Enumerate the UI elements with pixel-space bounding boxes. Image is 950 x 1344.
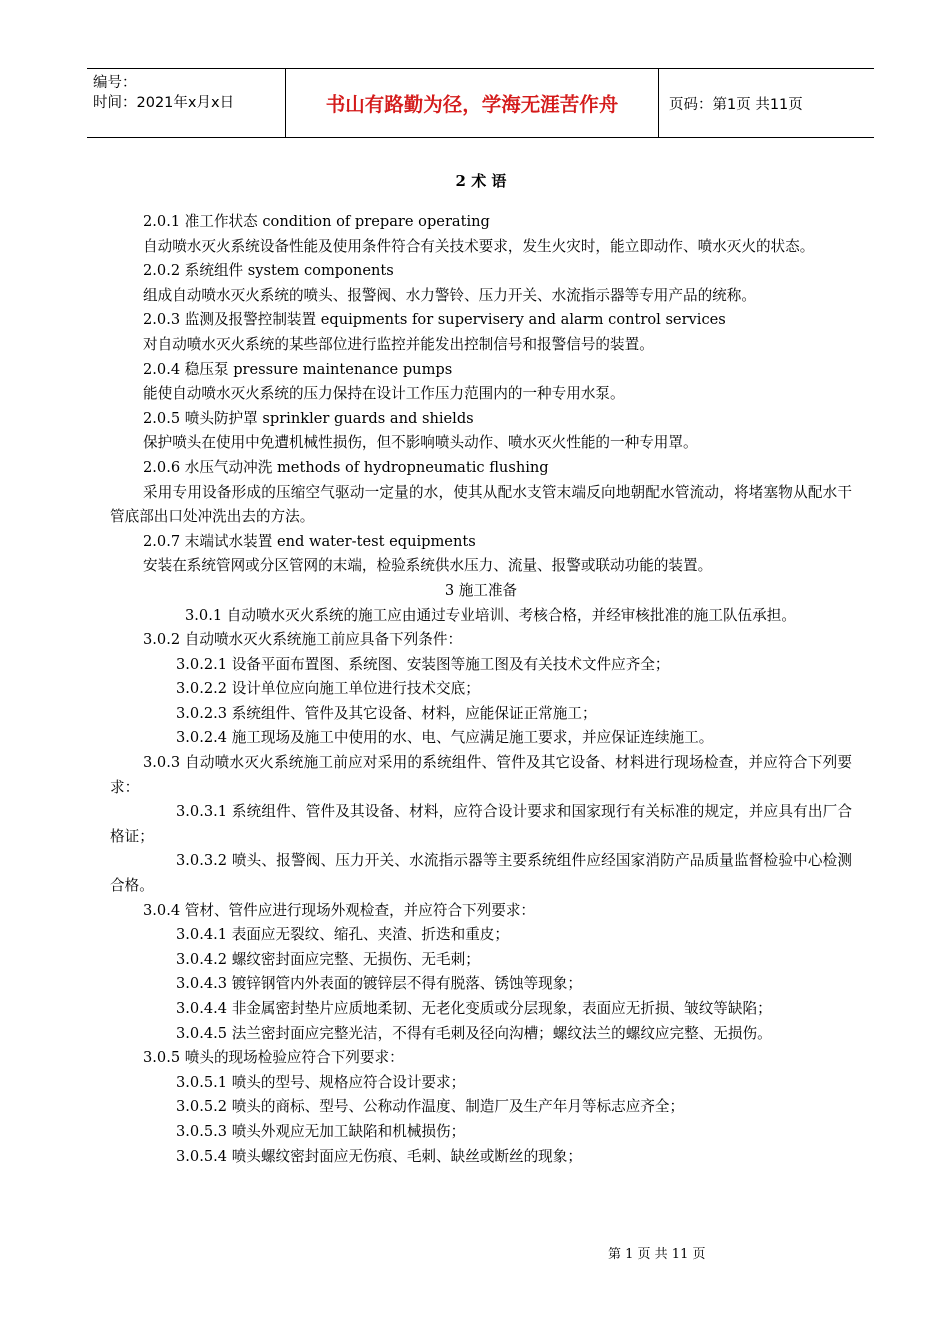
time-label: 时间：2021年x月x日 — [93, 95, 235, 111]
term-definition: 对自动喷水灭火系统的某些部位进行监控并能发出控制信号和报警信号的装置。 — [143, 335, 654, 353]
term-definition: 安装在系统管网或分区管网的末端，检验系统供水压力、流量、报警或联动功能的装置。 — [143, 557, 713, 575]
sub-clause: 3.0.4.2 螺纹密封面应完整、无损伤、无毛刺； — [176, 950, 480, 968]
sub-clause: 3.0.5.3 喷头外观应无加工缺陷和机械损伤； — [176, 1122, 466, 1140]
term-heading: 2.0.6 水压气动冲洗 methods of hydropneumatic flushing — [143, 458, 549, 476]
header-page-label: 页码：第1页 共11页 — [669, 96, 803, 113]
document-body — [110, 168, 852, 1169]
clause: 3.0.1 自动喷水灭火系统的施工应由通过专业培训、考核合格，并经审核批准的施工队伍承担。 — [185, 606, 796, 624]
sub-clause: 3.0.4.1 表面应无裂纹、缩孔、夹渣、折迭和重皮； — [176, 926, 509, 944]
clause: 3.0.4 管材、管件应进行现场外观检查，并应符合下列要求： — [143, 901, 536, 919]
sub-clause: 3.0.4.3 镀锌钢管内外表面的镀锌层不得有脱落、锈蚀等现象； — [176, 975, 582, 993]
header-motto: 书山有路勤为径，学海无涯苦作舟 — [286, 69, 659, 137]
sub-clause: 3.0.5.1 喷头的型号、规格应符合设计要求； — [176, 1073, 466, 1091]
term-heading: 2.0.7 末端试水装置 end water-test equipments — [143, 532, 476, 550]
number-label: 编号： — [93, 75, 137, 91]
sub-clause: 3.0.3.2 喷头、报警阀、压力开关、水流指示器等主要系统组件应经国家消防产品质量监督检验中心检测合格。 — [110, 852, 852, 895]
sub-clause: 3.0.4.4 非金属密封垫片应质地柔韧、无老化变质或分层现象，表面应无折损、皱纹等缺陷； — [176, 1000, 772, 1017]
term-definition: 采用专用设备形成的压缩空气驱动一定量的水，使其从配水支管末端反向地朝配水管流动，将堵塞物从配水干管底部出口处冲洗出去的方法。 — [110, 483, 852, 526]
section-title: 3 施工准备 — [444, 581, 518, 599]
clause: 3.0.5 喷头的现场检验应符合下列要求： — [143, 1049, 404, 1067]
term-definition: 组成自动喷水灭火系统的喷头、报警阀、水力警铃、压力开关、水流指示器等专用产品的统称。 — [143, 286, 756, 304]
document-header — [87, 68, 874, 138]
term-definition: 自动喷水灭火系统设备性能及使用条件符合有关技术要求，发生火灾时，能立即动作、喷水灭火的状态。 — [143, 237, 815, 255]
term-definition: 保护喷头在使用中免遭机械性损伤，但不影响喷头动作、喷水灭火性能的一种专用罩。 — [143, 434, 698, 452]
term-heading: 2.0.2 系统组件 system components — [143, 262, 394, 280]
sub-clause: 3.0.5.4 喷头螺纹密封面应无伤痕、毛刺、缺丝或断丝的现象； — [176, 1147, 582, 1165]
term-heading: 2.0.1 准工作状态 condition of prepare operating — [143, 213, 490, 230]
page-footer: 第 1 页 共 11 页 — [608, 1247, 706, 1262]
sub-clause: 3.0.3.1 系统组件、管件及其设备、材料，应符合设计要求和国家现行有关标准的规定，并应具有出厂合格证； — [110, 803, 852, 845]
term-definition: 能使自动喷水灭火系统的压力保持在设计工作压力范围内的一种专用水泵。 — [143, 385, 625, 403]
term-heading: 2.0.5 喷头防护罩 sprinkler guards and shields — [143, 409, 474, 427]
sub-clause: 3.0.2.4 施工现场及施工中使用的水、电、气应满足施工要求，并应保证连续施工。 — [176, 729, 714, 747]
sub-clause: 3.0.4.5 法兰密封面应完整光洁，不得有毛刺及径向沟槽；螺纹法兰的螺纹应完整、无损伤。 — [176, 1024, 772, 1042]
sub-clause: 3.0.2.3 系统组件、管件及其它设备、材料，应能保证正常施工； — [176, 704, 597, 722]
sub-clause: 3.0.2.1 设备平面布置图、系统图、安装图等施工图及有关技术文件应齐全； — [176, 655, 670, 673]
section-title: 2 术 语 — [455, 172, 507, 190]
term-heading: 2.0.4 稳压泵 pressure maintenance pumps — [143, 360, 453, 378]
header-info-cell — [87, 69, 286, 137]
sub-clause: 3.0.2.2 设计单位应向施工单位进行技术交底； — [176, 680, 480, 698]
clause: 3.0.2 自动喷水灭火系统施工前应具备下列条件： — [143, 631, 463, 649]
clause: 3.0.3 自动喷水灭火系统施工前应对采用的系统组件、管件及其它设备、材料进行现场检查，并应符合下列要求： — [110, 754, 852, 796]
term-heading: 2.0.3 监测及报警控制装置 equipments for supervisery and alarm control services — [143, 311, 726, 329]
sub-clause: 3.0.5.2 喷头的商标、型号、公称动作温度、制造厂及生产年月等标志应齐全； — [176, 1098, 685, 1116]
